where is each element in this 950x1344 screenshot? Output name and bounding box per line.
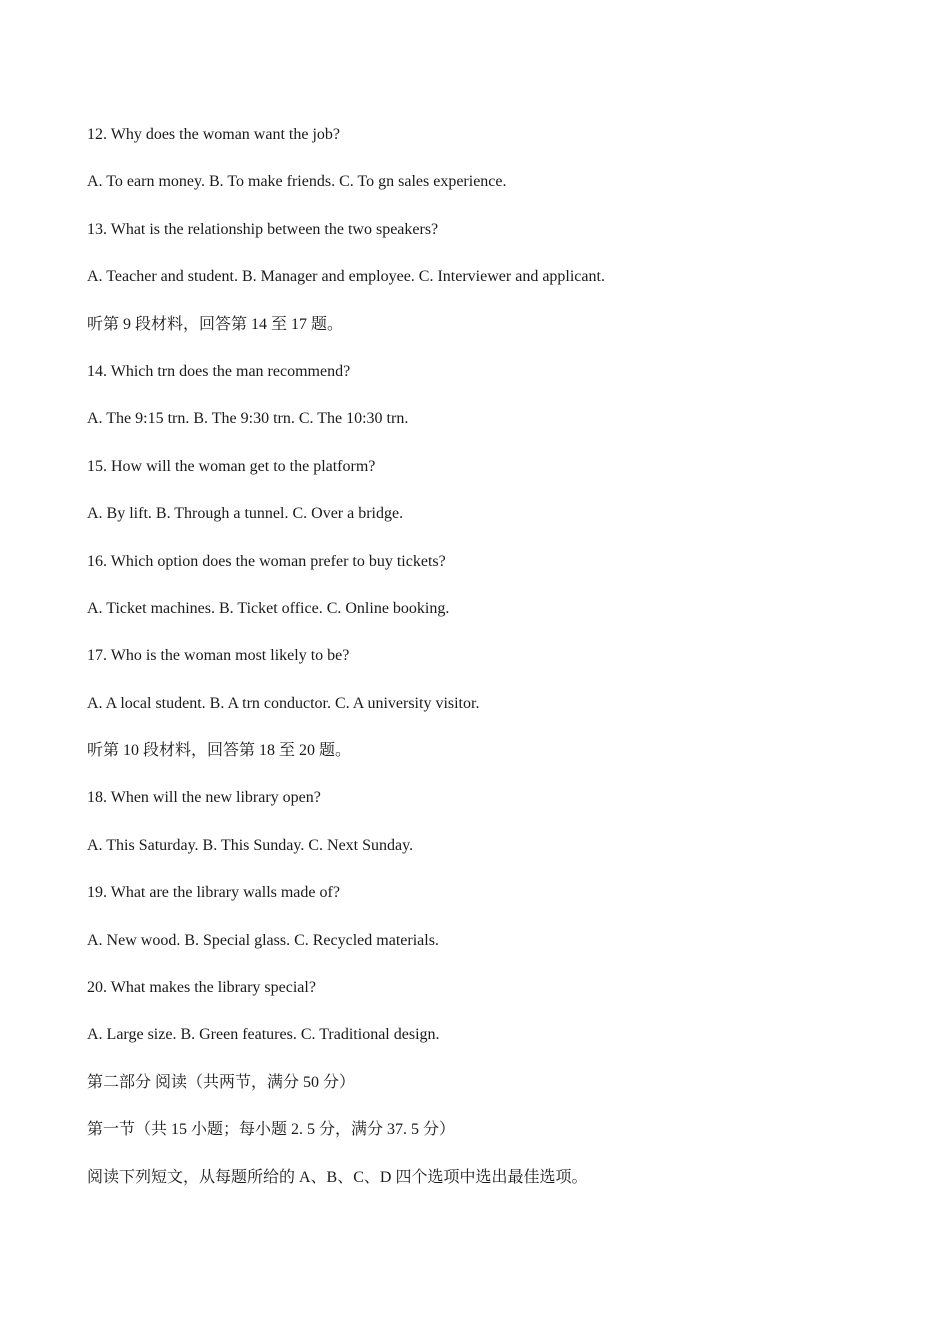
question-15: 15. How will the woman get to the platform? <box>87 457 376 475</box>
question-17: 17. Who is the woman most likely to be? <box>87 647 350 665</box>
options-17: A. A local student. B. A trn conductor. C. A university visitor. <box>87 694 480 712</box>
options-12: A. To earn money. B. To make friends. C. To gn sales experience. <box>87 173 507 191</box>
section-instruction-10: 听第 10 段材料，回答第 18 至 20 题。 <box>87 742 352 760</box>
options-18: A. This Saturday. B. This Sunday. C. Next Sunday. <box>87 836 414 854</box>
options-20: A. Large size. B. Green features. C. Traditional design. <box>87 1026 440 1044</box>
reading-instruction: 阅读下列短文，从每题所给的 A、B、C、D 四个选项中选出最佳选项。 <box>87 1168 588 1186</box>
question-19: 19. What are the library walls made of? <box>87 884 340 902</box>
part-two-heading: 第二部分 阅读（共两节，满分 50 分） <box>87 1073 356 1091</box>
document-page <box>87 124 887 1214</box>
options-16: A. Ticket machines. B. Ticket office. C. Online booking. <box>87 599 450 617</box>
section-one-heading: 第一节（共 15 小题；每小题 2. 5 分，满分 37. 5 分） <box>87 1121 456 1139</box>
question-14: 14. Which trn does the man recommend? <box>87 362 351 380</box>
section-instruction-9: 听第 9 段材料，回答第 14 至 17 题。 <box>87 315 344 333</box>
question-13: 13. What is the relationship between the two speakers? <box>87 220 439 238</box>
options-13: A. Teacher and student. B. Manager and employee. C. Interviewer and applicant. <box>87 268 605 286</box>
options-15: A. By lift. B. Through a tunnel. C. Over a bridge. <box>87 505 404 523</box>
question-12: 12. Why does the woman want the job? <box>87 126 340 143</box>
options-19: A. New wood. B. Special glass. C. Recycled materials. <box>87 931 439 949</box>
options-14: A. The 9:15 trn. B. The 9:30 trn. C. The 10:30 trn. <box>87 410 409 428</box>
question-20: 20. What makes the library special? <box>87 979 316 997</box>
question-18: 18. When will the new library open? <box>87 789 321 807</box>
question-16: 16. Which option does the woman prefer to buy tickets? <box>87 552 446 570</box>
